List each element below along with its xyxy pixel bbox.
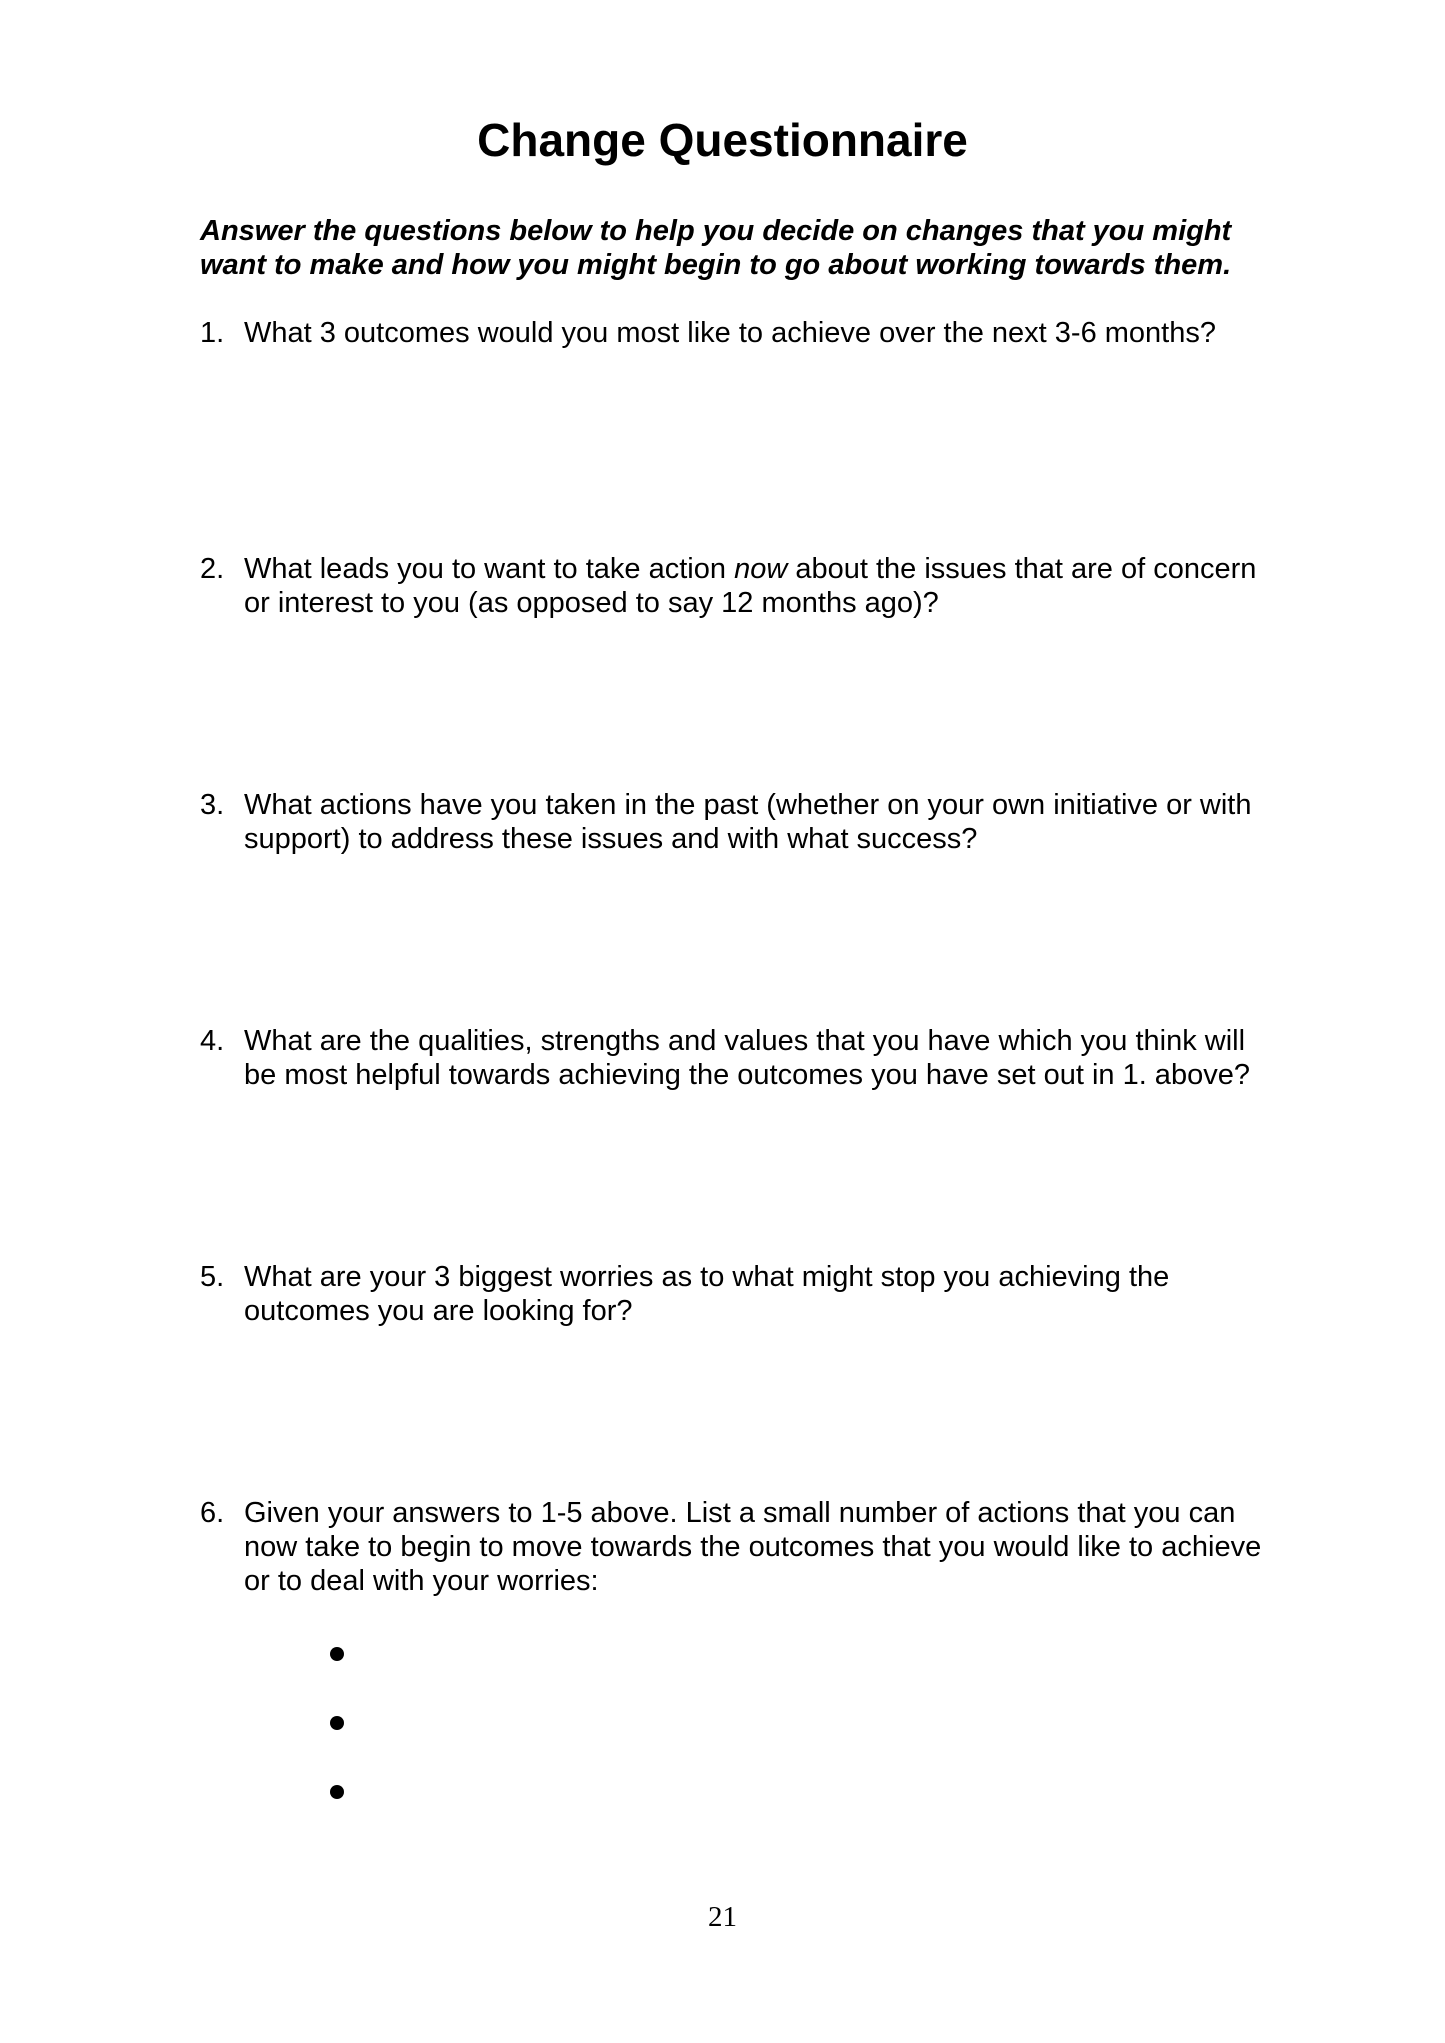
question-text	[244, 552, 1270, 620]
question-text: What are your 3 biggest worries as to what might stop you achieving the outcomes you are looking for?	[244, 1261, 1170, 1327]
question-1	[200, 316, 1270, 350]
question-number: 6.	[200, 1497, 225, 1529]
page-title: Change Questionnaire	[477, 114, 968, 166]
question-number: 1.	[200, 317, 225, 349]
intro-instructions: Answer the questions below to help you decide on changes that you might want to make and how you might begin to go about working towards them.	[200, 215, 1232, 281]
bullet-point	[330, 1716, 344, 1730]
question-number: 5.	[200, 1261, 225, 1293]
bullet-point	[330, 1647, 344, 1661]
question-text-start: What leads you to want to take action	[244, 553, 735, 585]
question-number: 2.	[200, 553, 225, 585]
page-number: 21	[708, 1901, 737, 1933]
bullet-point	[330, 1785, 344, 1799]
question-5	[200, 1260, 1270, 1328]
question-6	[200, 1496, 1270, 1598]
question-text: Given your answers to 1-5 above. List a small number of actions that you can now take to begin to move towards the outcomes that you would like to achieve or to deal with your worries:	[244, 1497, 1262, 1597]
question-text: What 3 outcomes would you most like to achieve over the next 3-6 months?	[244, 317, 1216, 349]
question-text: What are the qualities, strengths and values that you have which you think will be most helpful towards achieving the outcomes you have set out in 1. above?	[244, 1025, 1250, 1091]
question-text-end: about the issues that are of concern or interest to you (as opposed to say 12 months ago)?	[244, 553, 1257, 619]
question-number: 3.	[200, 789, 225, 821]
question-3	[200, 788, 1270, 856]
question-4	[200, 1024, 1270, 1092]
question-text: What actions have you taken in the past (whether on your own initiative or with support) to address these issues and with what success?	[244, 789, 1252, 855]
question-number: 4.	[200, 1025, 225, 1057]
question-2	[200, 552, 1270, 620]
question-text-emphasis: now	[734, 553, 788, 585]
